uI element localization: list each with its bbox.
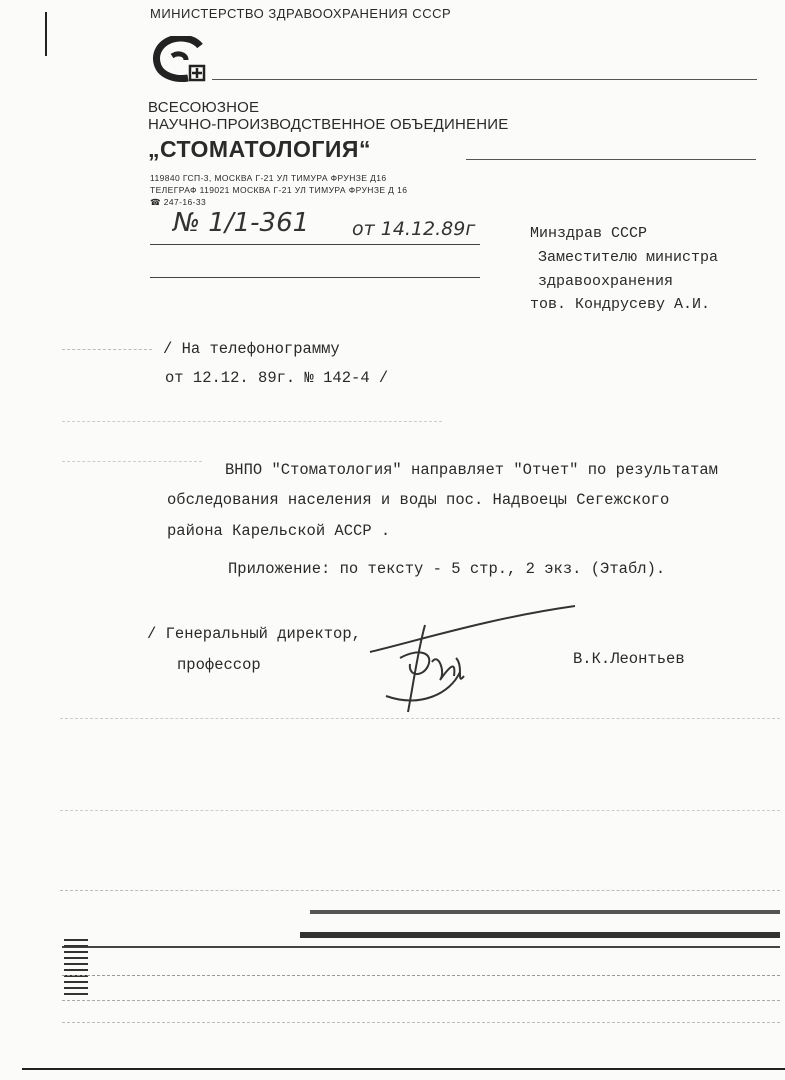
signatory-name: В.К.Леонтьев xyxy=(573,650,685,668)
registration-date: от 14.12.89г xyxy=(352,218,476,240)
stomatology-logo-icon xyxy=(150,36,212,88)
copy-streak xyxy=(62,461,202,463)
org-name: „СТОМАТОЛОГИЯ“ xyxy=(148,136,371,162)
recipient-line-2: Заместителю министра xyxy=(538,249,719,266)
copy-streak xyxy=(60,890,780,892)
recipient-line-3: здравоохранения xyxy=(538,273,674,290)
reference-line-1: / На телефонограмму xyxy=(163,340,340,358)
signatory-title-line-1: / Генеральный директор, xyxy=(147,625,361,643)
reference-rule xyxy=(150,277,480,278)
copy-streak xyxy=(60,718,780,720)
copy-streak xyxy=(62,421,442,423)
copy-streak xyxy=(300,932,780,938)
attachment-line: Приложение: по тексту - 5 стр., 2 экз. (Этабл). xyxy=(228,560,666,578)
registration-rule xyxy=(150,244,480,245)
org-line-1: ВСЕСОЮЗНОЕ xyxy=(148,99,260,116)
handwritten-signature xyxy=(360,600,590,720)
recipient-line-4: тов. Кондрусеву А.И. xyxy=(530,296,711,313)
reference-line-2: от 12.12. 89г. № 142-4 / xyxy=(165,369,389,387)
address-line-2: ТЕЛЕГРАФ 119021 МОСКВА Г-21 УЛ ТИМУРА ФРУНЗЕ Д 16 xyxy=(150,185,408,195)
margin-mark xyxy=(45,12,47,56)
signatory-title-line-2: профессор xyxy=(177,656,261,674)
body-paragraph-line-2: обследования населения и воды пос. Надвоецы Сегежского xyxy=(167,491,670,509)
registration-number: № 1/1-361 xyxy=(173,208,310,238)
copy-streak xyxy=(62,349,152,351)
org-line-2: НАУЧНО-ПРОИЗВОДСТВЕННОЕ ОБЪЕДИНЕНИЕ xyxy=(148,116,509,133)
copy-streak xyxy=(310,910,780,914)
recipient-line-1: Минздрав СССР xyxy=(530,225,648,242)
page-edge-rule xyxy=(22,1068,785,1070)
body-paragraph-line-3: района Карельской АССР . xyxy=(167,522,391,540)
copy-streak xyxy=(64,935,88,995)
copy-streak xyxy=(60,810,780,812)
phone-line: ☎ 247-16-33 xyxy=(150,197,207,207)
copy-streak xyxy=(62,946,780,948)
org-name-rule xyxy=(466,159,756,160)
address-line-1: 119840 ГСП-3, МОСКВА Г-21 УЛ ТИМУРА ФРУНЗЕ Д16 xyxy=(150,173,387,183)
copy-streak xyxy=(62,975,780,977)
copy-streak xyxy=(62,1022,780,1024)
copy-streak xyxy=(62,1000,780,1002)
ministry-header: МИНИСТЕРСТВО ЗДРАВООХРАНЕНИЯ СССР xyxy=(150,6,452,21)
body-paragraph-line-1: ВНПО "Стоматология" направляет "Отчет" по результатам xyxy=(225,461,718,479)
logo-rule xyxy=(212,79,757,80)
